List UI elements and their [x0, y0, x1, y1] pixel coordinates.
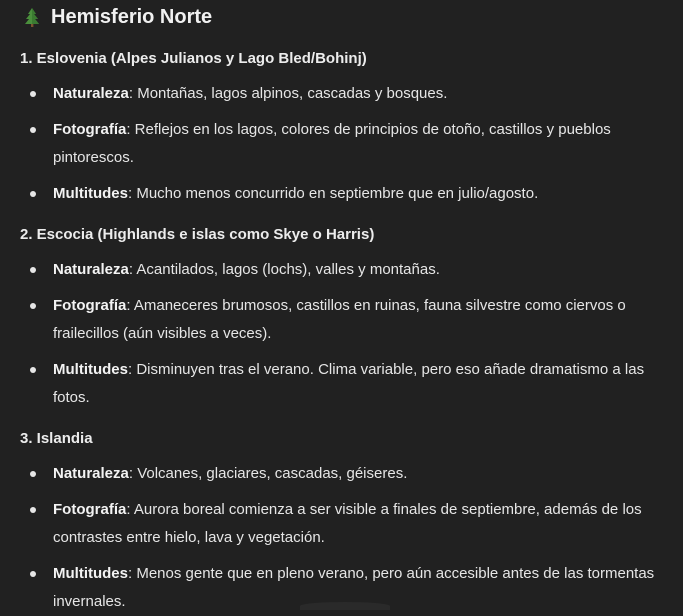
- bullet-dot: [30, 91, 36, 97]
- section-title-islandia: 3. Islandia: [20, 430, 93, 447]
- bullet-text: : Aurora boreal comienza a ser visible a finales de septiembre, además de los contrastes entre hielo, lava y vegetación.: [53, 501, 642, 546]
- bullet-label: Naturaleza: [53, 261, 129, 278]
- bullet-label: Multitudes: [53, 565, 128, 582]
- bullet-dot: [30, 571, 36, 577]
- bullet-text: : Montañas, lagos alpinos, cascadas y bosques.: [128, 85, 448, 102]
- bullet-dot: [30, 507, 36, 513]
- bullet-dot: [30, 191, 36, 197]
- bullet-text: : Mucho menos concurrido en septiembre que en julio/agosto.: [128, 185, 539, 202]
- bullet-text: : Disminuyen tras el verano. Clima variable, pero eso añade dramatismo a las fotos.: [53, 361, 645, 406]
- bullet-dot: [30, 127, 36, 133]
- bullet-label: Fotografía: [53, 501, 127, 518]
- evergreen-tree-icon: [24, 7, 40, 27]
- bullet-text: : Menos gente que en pleno verano, pero aún accesible antes de las tormentas invernales.: [53, 565, 655, 610]
- bullet-dot: [30, 471, 36, 477]
- bullet-text: : Acantilados, lagos (lochs), valles y montañas.: [128, 261, 440, 278]
- section-title-eslovenia: 1. Eslovenia (Alpes Julianos y Lago Bled/Bohinj): [20, 50, 367, 67]
- bullet-label: Naturaleza: [53, 465, 129, 482]
- bullet-text: : Amaneceres brumosos, castillos en ruinas, fauna silvestre como ciervos o frailecillos (aún visibles a veces).: [53, 297, 626, 342]
- bullet-label: Fotografía: [53, 297, 127, 314]
- section-title-escocia: 2. Escocia (Highlands e islas como Skye o Harris): [20, 226, 375, 243]
- bullet-label: Multitudes: [53, 361, 128, 378]
- bullet-label: Fotografía: [53, 121, 127, 138]
- bullet-dot: [30, 303, 36, 309]
- heading-title: Hemisferio Norte: [51, 5, 213, 28]
- bullet-label: Multitudes: [53, 185, 128, 202]
- bullet-dot: [30, 367, 36, 373]
- bullet-dot: [30, 267, 36, 273]
- scroll-to-bottom-button-edge[interactable]: [300, 602, 390, 610]
- bullet-text: : Volcanes, glaciares, cascadas, géiseres.: [128, 465, 408, 482]
- bullet-label: Naturaleza: [53, 85, 129, 102]
- bullet-text: : Reflejos en los lagos, colores de principios de otoño, castillos y pueblos pintorescos.: [53, 121, 611, 166]
- hemisphere-heading: [24, 4, 212, 30]
